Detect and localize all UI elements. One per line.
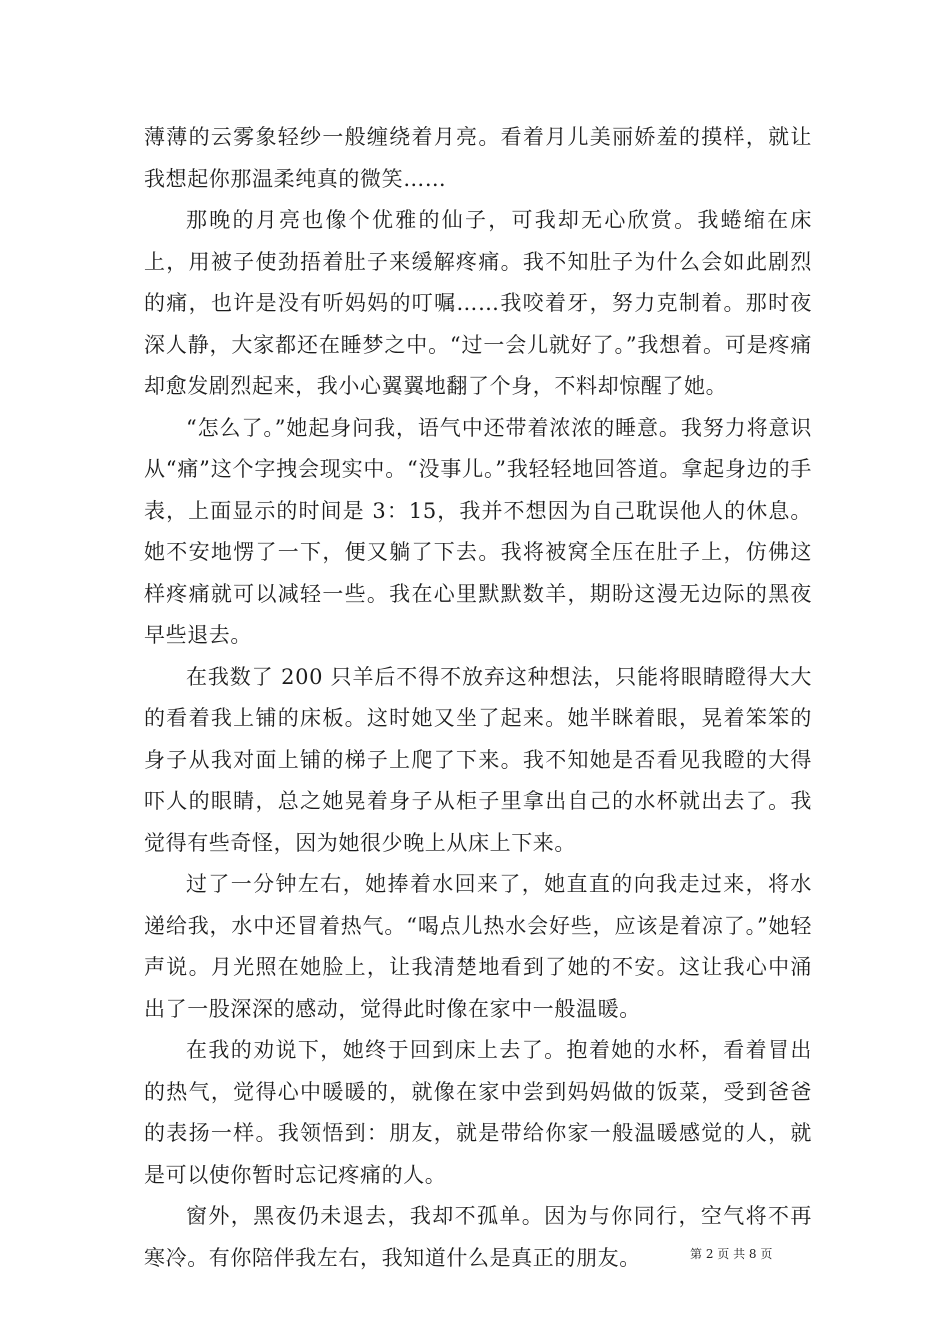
paragraph-dialogue: “怎么了。”她起身问我，语气中还带着浓浓的睡意。我努力将意识从“痛”这个字拽会现实中。“没事儿。”我轻轻地回答道。拿起身边的手表，上面显示的时间是 3：15，我并不想因为自己耽误他人的休息。她不安地愣了一下，便又躺了下去。我将被窝全压在肚子上，仿佛这样疼痛就可以减轻一些。我在心里默默数羊，期盼这漫无边际的黑夜早些退去。 bbox=[144, 415, 812, 647]
document-body bbox=[144, 117, 812, 1279]
paragraph-realization: 在我的劝说下，她终于回到床上去了。抱着她的水杯，看着冒出的热气，觉得心中暖暖的，就像在家中尝到妈妈做的饭菜，受到爸爸的表扬一样。我领悟到：朋友，就是带给你家一般温暖感觉的人，就是可以使你暂时忘记疼痛的人。 bbox=[144, 1038, 812, 1187]
paragraph-warm-water: 过了一分钟左右，她捧着水回来了，她直直的向我走过来，将水递给我，水中还冒着热气。“喝点儿热水会好些，应该是着凉了。”她轻声说。月光照在她脸上，让我清楚地看到了她的不安。这让我心中涌出了一股深深的感动，觉得此时像在家中一般温暖。 bbox=[144, 872, 812, 1021]
paragraph-continuation: 薄薄的云雾象轻纱一般缠绕着月亮。看着月儿美丽娇羞的摸样，就让我想起你那温柔纯真的微笑…… bbox=[144, 125, 812, 191]
paragraph-conclusion: 窗外，黑夜仍未退去，我却不孤单。因为与你同行，空气将不再寒冷。有你陪伴我左右，我知道什么是真正的朋友。 bbox=[144, 1204, 812, 1270]
page-number: 第 2 页 共 8 页 bbox=[690, 1247, 773, 1261]
paragraph-counting-sheep: 在我数了 200 只羊后不得不放弃这种想法，只能将眼睛瞪得大大的看着我上铺的床板。这时她又坐了起来。她半眯着眼，晃着笨笨的身子从我对面上铺的梯子上爬了下来。我不知她是否看见我瞪的大得吓人的眼睛，总之她晃着身子从柜子里拿出自己的水杯就出去了。我觉得有些奇怪，因为她很少晚上从床上下来。 bbox=[144, 664, 812, 855]
paragraph-moon-night: 那晚的月亮也像个优雅的仙子，可我却无心欣赏。我蜷缩在床上，用被子使劲捂着肚子来缓解疼痛。我不知肚子为什么会如此剧烈的痛，也许是没有听妈妈的叮嘱……我咬着牙，努力克制着。那时夜深人静，大家都还在睡梦之中。“过一会儿就好了。”我想着。可是疼痛却愈发剧烈起来，我小心翼翼地翻了个身，不料却惊醒了她。 bbox=[144, 208, 812, 398]
